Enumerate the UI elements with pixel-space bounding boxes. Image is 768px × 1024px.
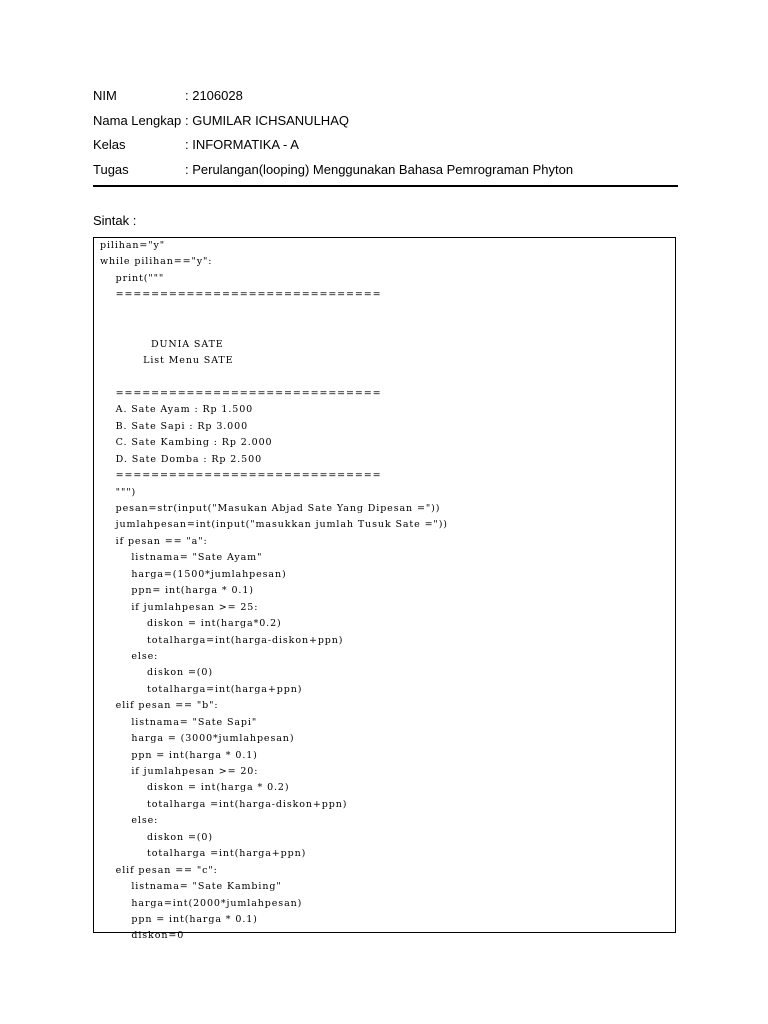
code-line: pesan=str(input("Masukan Abjad Sate Yang Dipesan =")) [100,503,441,514]
code-line: totalharga=int(harga+ppn) [100,683,303,695]
info-row-task [93,160,678,185]
code-line: else: [100,815,159,827]
code-box [93,237,676,942]
code-line: B. Sate Sapi : Rp 3.000 [100,420,249,432]
header-divider [93,185,678,187]
code-line: ppn = int(harga * 0.1) [100,913,258,925]
code-line: if jumlahpesan >= 20: [100,766,259,777]
code-line: D. Sate Domba : Rp 2.500 [100,453,263,465]
code-line: pilihan="y" [100,240,166,251]
code-line: elif pesan == "c": [100,864,218,876]
code-line: ============================== [100,289,382,301]
code-line: diskon = int(harga * 0.2) [100,782,290,794]
code-line: jumlahpesan=int(input("masukkan jumlah Tusuk Sate =")) [100,519,448,531]
code-line: listnama= "Sate Kambing" [100,881,282,893]
code-line: ============================== [100,387,382,399]
code-line [100,370,448,386]
code-line [100,304,448,320]
code-line: ppn= int(harga * 0.1) [100,585,254,597]
code-line: diskon =(0) [100,831,213,843]
code-line: listnama= "Sate Sapi" [100,716,258,728]
code-line: elif pesan == "b": [100,700,219,712]
info-row-class [93,135,678,160]
info-row-nim [93,86,678,111]
info-value: : 2106028 [185,88,243,103]
student-info-header [93,86,678,184]
code-block [100,238,448,945]
code-line: DUNIA SATE [100,338,224,350]
info-value: : INFORMATIKA - A [185,137,299,152]
code-line: totalharga=int(harga-diskon+ppn) [100,634,344,646]
code-line: ============================== [100,470,382,482]
info-value: : GUMILAR ICHSANULHAQ [185,112,349,128]
section-label: Sintak : [93,213,137,228]
code-line: totalharga =int(harga-diskon+ppn) [100,798,348,810]
code-line: totalharga =int(harga+ppn) [100,848,307,860]
code-line: if pesan == "a": [100,535,208,547]
code-line: ppn = int(harga * 0.1) [100,749,258,761]
code-line: diskon=0 [100,930,185,942]
code-line: listnama= "Sate Ayam" [100,552,263,564]
info-label: Tugas [93,161,129,177]
info-row-name [93,111,678,136]
code-line: harga = (3000*jumlahpesan) [100,733,295,745]
code-line: """) [100,486,137,498]
info-label: Kelas [93,137,126,152]
code-line: A. Sate Ayam : Rp 1.500 [100,404,254,416]
code-line: while pilihan=="y": [100,256,213,268]
code-line: harga=(1500*jumlahpesan) [100,568,287,580]
code-line: harga=int(2000*jumlahpesan) [100,897,303,909]
code-line [100,320,448,336]
info-value: : Perulangan(looping) Menggunakan Bahasa Pemrograman Phyton [185,161,574,177]
info-label: NIM [93,88,117,103]
info-label: Nama Lengkap [93,112,182,128]
code-line: diskon =(0) [100,667,213,679]
code-line: C. Sate Kambing : Rp 2.000 [100,437,273,449]
code-line: diskon = int(harga*0.2) [100,618,282,630]
code-line: else: [100,650,159,662]
code-line: List Menu SATE [100,355,234,367]
code-line: if jumlahpesan >= 25: [100,601,259,613]
code-line: print(""" [100,272,165,284]
